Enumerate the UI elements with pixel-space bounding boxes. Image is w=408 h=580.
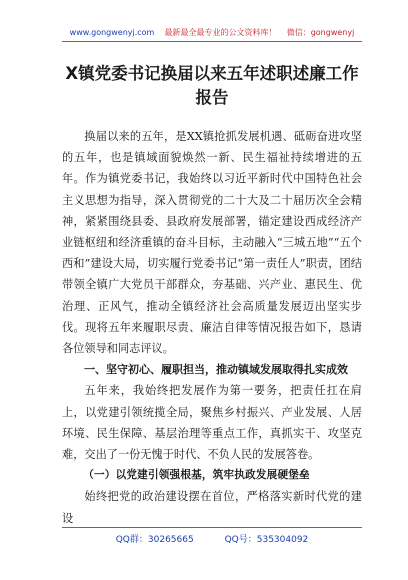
header-promo: 最新最全最专业的公文资料库！	[164, 28, 277, 37]
document-title: X镇党委书记换届以来五年述职述廉工作报告	[65, 64, 359, 107]
footer-qq: QQ号：535304092	[224, 535, 309, 545]
section-heading: 一、坚守初心、履职担当，推动镇域发展取得扎实成效	[84, 363, 348, 377]
page-header	[62, 27, 362, 38]
footer-qq-group: QQ群：30265665	[115, 535, 194, 545]
section-paragraph: 五年来，我始终把发展作为第一要务，把责任扛在肩上，以党建引领统揽全局，聚焦乡村振兴、产业发展、人居环境、民生保障、基层治理等重点工作，真抓实干、攻坚克难，交出了一份无愧于时代、不负人民的发展答卷。	[62, 384, 362, 462]
document-body	[62, 126, 362, 529]
header-site[interactable]: www.gongwenyj.com	[69, 28, 155, 37]
header-wechat: 微信：gongwenyj	[286, 28, 355, 37]
subsection-paragraph: 始终把党的政治建设摆在首位，严格落实新时代党的建设	[62, 490, 362, 525]
page-footer	[62, 532, 362, 545]
header-divider	[62, 41, 362, 42]
footer-divider	[62, 527, 362, 528]
intro-paragraph: 换届以来的五年，是XX镇抢抓发展机遇、砥砺奋进攻坚的五年，也是镇域面貌焕然一新、民生福祉持续增进的五年。作为镇党委书记，我始终以习近平新时代中国特色社会主义思想为指导，深入贯彻党的二十大及二十届历次全会精神，紧紧围绕县委、县政府发展部署，锚定建设西成经济产业链枢纽和经济重镇的奋斗目标，主动融入“三城五地”“五个西和”建设大局，切实履行党委书记“第一责任人”职责，团结带领全镇广大党员干部群众，夯基础、兴产业、惠民生、优治理、正风气，推动全镇经济社会高质量发展迈出坚实步伐。现将五年来履职尽责、廉洁自律等情况报告如下，恳请各位领导和同志评议。	[62, 130, 362, 356]
subsection-heading: （一）以党建引领强根基，筑牢执政发展硬堡垒	[83, 469, 310, 482]
